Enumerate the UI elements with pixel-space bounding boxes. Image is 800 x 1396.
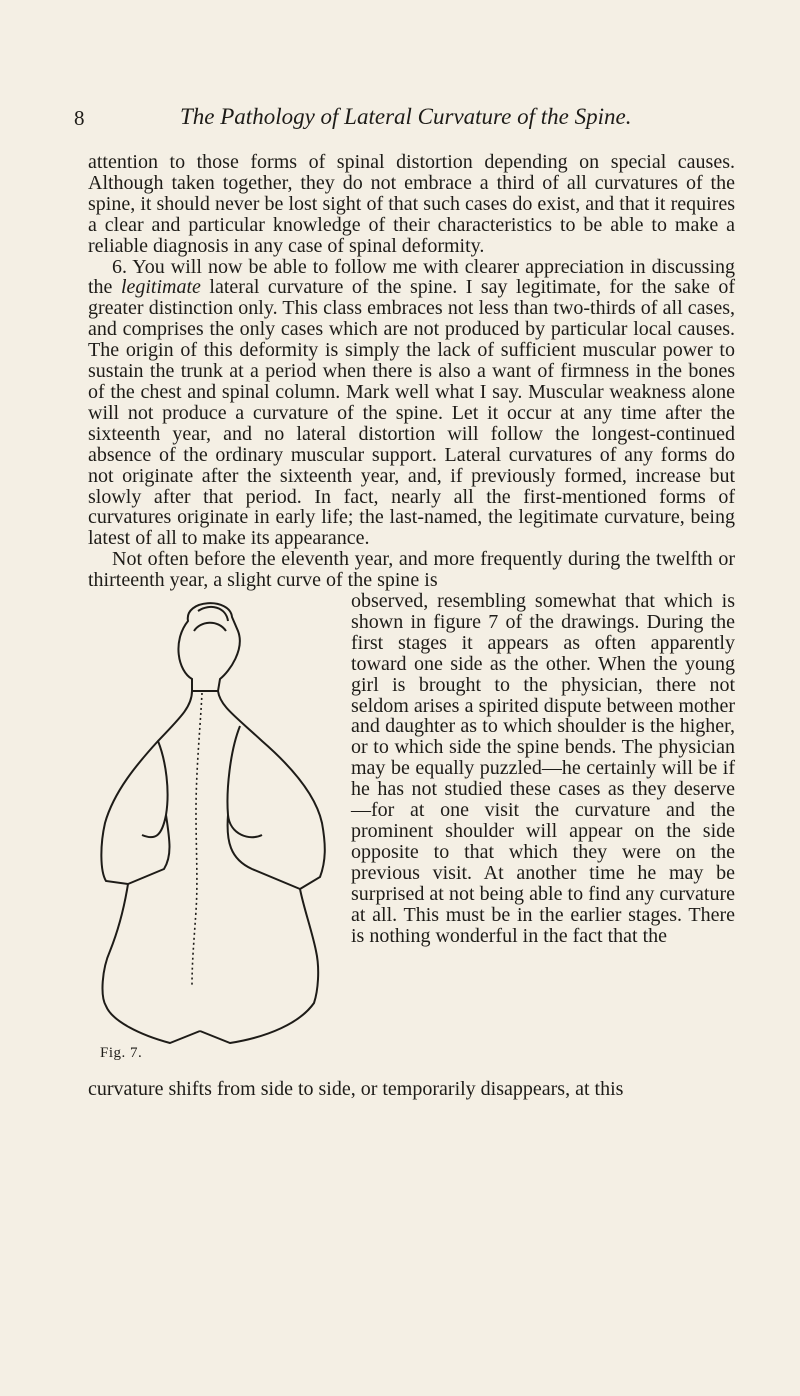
- hair-detail: [194, 607, 228, 631]
- left-arm-inner: [128, 741, 170, 884]
- figure-caption: Fig. 7.: [100, 1045, 143, 1062]
- page-header: [60, 88, 740, 128]
- paragraph-3-wrapped: observed, resembling somewhat that which is shown in figure 7 of the drawings. During the first stages it appears as often apparently toward one side as the other. When the young girl is brought to the physician, there not seldom arises a spirited dispute between mother and daughter as to which shoulder is the higher, or to which side the spine bends. The physician may be equally puzzled—he certainly will be if he has not studied these cases as they deserve—for at one visit the curvature and the prominent shoulder will appear on the side opposite to that which they were on the previous visit. At another time he may be surprised at not being able to find any curvature at all. This must be in the earlier stages. There is nothing wonderful in the fact that the: [351, 590, 735, 947]
- running-title: The Pathology of Lateral Curvature of the Spine.: [180, 104, 632, 129]
- left-body-outline: [101, 691, 200, 1043]
- paragraph-3-lead: Not often before the eleventh year, and more frequently during the twelfth or thirteenth year, a slight curve of the spine is: [88, 548, 735, 592]
- paragraph-2: [88, 257, 735, 550]
- torso-outline-drawing: [80, 591, 345, 1079]
- body-text: [88, 152, 735, 1100]
- paragraph-3-tail: curvature shifts from side to side, or temporarily disappears, at this: [88, 1078, 624, 1101]
- right-body-outline: [200, 691, 325, 1043]
- figure-wrap-block: [88, 590, 735, 1062]
- right-arm-inner: [228, 726, 301, 889]
- paragraph-2-rest: lateral curvature of the spine. I say legitimate, for the sake of greater distinction only. This class embraces not less than two-thirds of all cases, and comprises the only cases which are not produced by particular local causes. The origin of this deformity is simply the lack of sufficient muscular power to sustain the trunk at a period when there is also a want of firmness in the bones of the chest and spinal column. Mark well what I say. Muscular weakness alone will not produce a curvature of the spine. Let it occur at any time after the sixteenth year, and no lateral distortion will follow the longest-continued absence of the ordinary muscular support. Lateral curvatures of any forms do not originate after the sixteenth year, and, if previously formed, increase but slowly after that period. In fact, nearly all the first-mentioned forms of curvatures originate in early life; the last-named, the legitimate curvature, being latest of all to make its appearance.: [88, 276, 735, 550]
- head-outline: [178, 603, 239, 691]
- paragraph-2-start: 6. You will now be able to follow me with clearer appreciation in discussing the: [88, 255, 735, 299]
- italic-legitimate: legitimate: [120, 276, 201, 299]
- spine-dotted-line: [192, 693, 202, 986]
- page-number: 8: [74, 106, 85, 130]
- figure-7: [80, 591, 345, 1079]
- paragraph-1: attention to those forms of spinal distortion depending on special causes. Although taken together, they do not embrace a third of all curvatures of the spine, it should never be lost sight of that such cases do exist, and that it requires a clear and particular knowledge of their characteristics to be able to make a reliable diagnosis in any case of spinal deformity.: [88, 151, 735, 257]
